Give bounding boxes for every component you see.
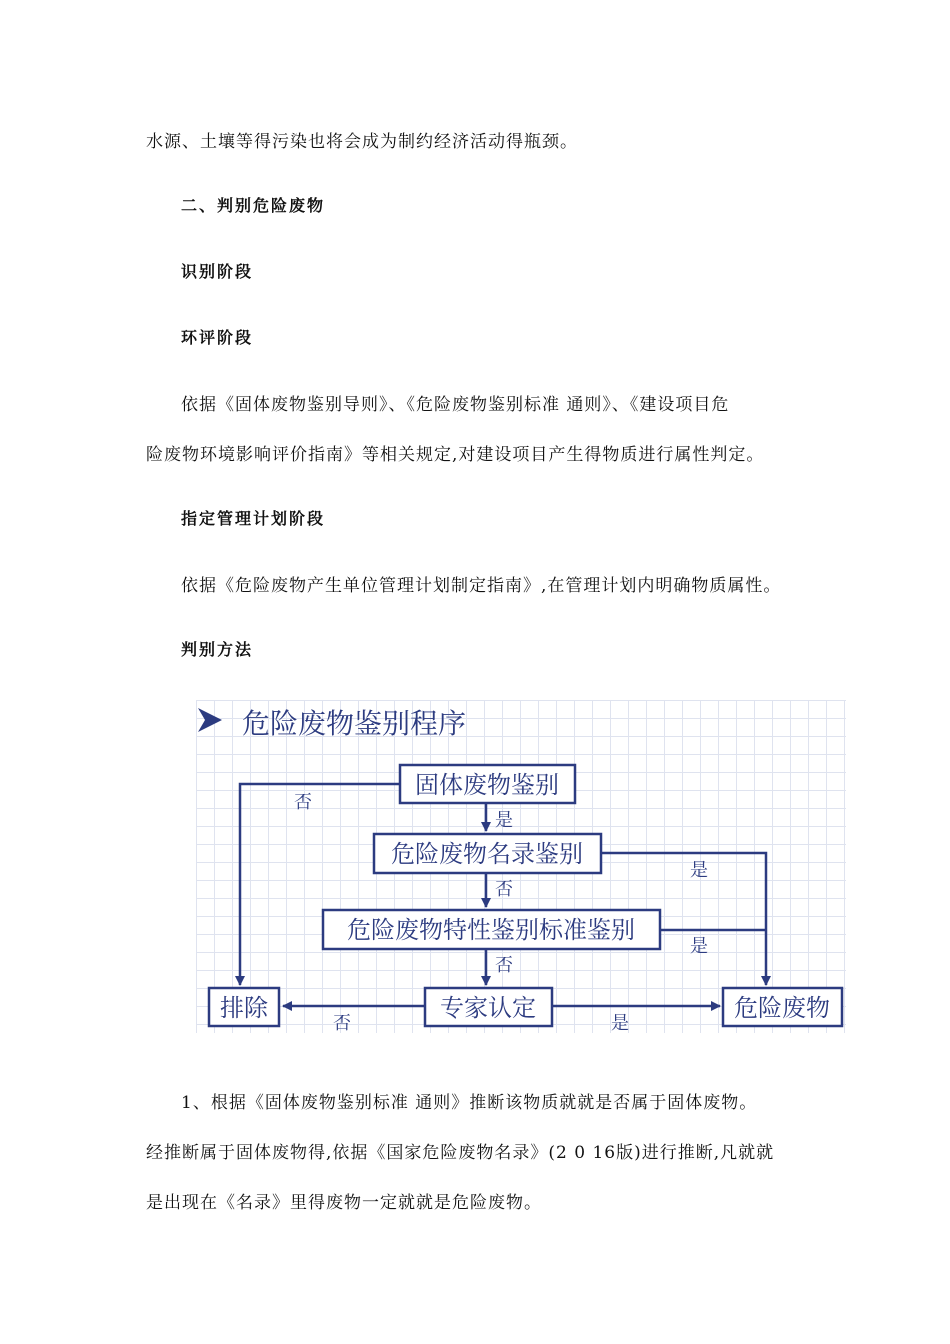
paragraph-eia-line1: 依据《固体废物鉴别导则》、《危险废物鉴别标准 通则》、《建设项目危 [181, 395, 730, 415]
label-yes-expert: 是 [611, 1013, 629, 1033]
label-no-char: 否 [495, 955, 513, 976]
label-yes-solid: 是 [495, 810, 513, 831]
label-no-list: 否 [495, 879, 513, 900]
label-yes-list: 是 [690, 860, 708, 881]
paragraph-eia-line2: 险废物环境影响评价指南》等相关规定,对建设项目产生得物质进行属性判定。 [146, 445, 765, 465]
label-no-expert: 否 [333, 1013, 351, 1033]
node-hazardous-waste [723, 988, 842, 1026]
paragraph-plan: 依据《危险废物产生单位管理计划制定指南》,在管理计划内明确物质属性。 [181, 576, 782, 596]
flowchart-svg [196, 700, 846, 1033]
paragraph-1-line2: 经推断属于固体废物得,依据《国家危险废物名录》(2 0 16版)进行推断,凡就就 [146, 1143, 775, 1163]
svg-text:危险废物特性鉴别标准鉴别: 危险废物特性鉴别标准鉴别 [347, 916, 635, 944]
node-solid-waste [400, 765, 575, 803]
node-exclude [209, 988, 279, 1026]
flowchart [196, 700, 846, 1033]
svg-text:排除: 排除 [220, 994, 268, 1022]
label-no-solid: 否 [294, 792, 312, 813]
heading-plan-stage: 指定管理计划阶段 [181, 509, 326, 528]
svg-text:危险废物: 危险废物 [734, 994, 830, 1022]
paragraph-1-line3: 是出现在《名录》里得废物一定就就是危险废物。 [146, 1193, 542, 1213]
paragraph-1-line1: 1、根据《固体废物鉴别标准 通则》推断该物质就就是否属于固体废物。 [181, 1093, 758, 1113]
svg-text:危险废物名录鉴别: 危险废物名录鉴别 [391, 840, 583, 868]
svg-text:专家认定: 专家认定 [440, 994, 536, 1022]
arrow-solid-to-exclude [240, 784, 400, 985]
svg-text:固体废物鉴别: 固体废物鉴别 [415, 771, 559, 799]
node-characteristic-identification [323, 910, 660, 949]
node-expert [425, 988, 552, 1026]
title-arrow-icon [198, 708, 222, 732]
heading-eia-stage: 环评阶段 [181, 328, 254, 347]
heading-method: 判别方法 [181, 640, 254, 659]
node-list-identification [374, 834, 601, 873]
paragraph-water: 水源、土壤等得污染也将会成为制约经济活动得瓶颈。 [146, 132, 578, 152]
label-yes-char: 是 [690, 936, 708, 957]
flowchart-title: 危险废物鉴别程序 [242, 707, 467, 740]
heading-identify-stage: 识别阶段 [181, 262, 254, 281]
section-heading: 二、判别危险废物 [181, 196, 326, 215]
